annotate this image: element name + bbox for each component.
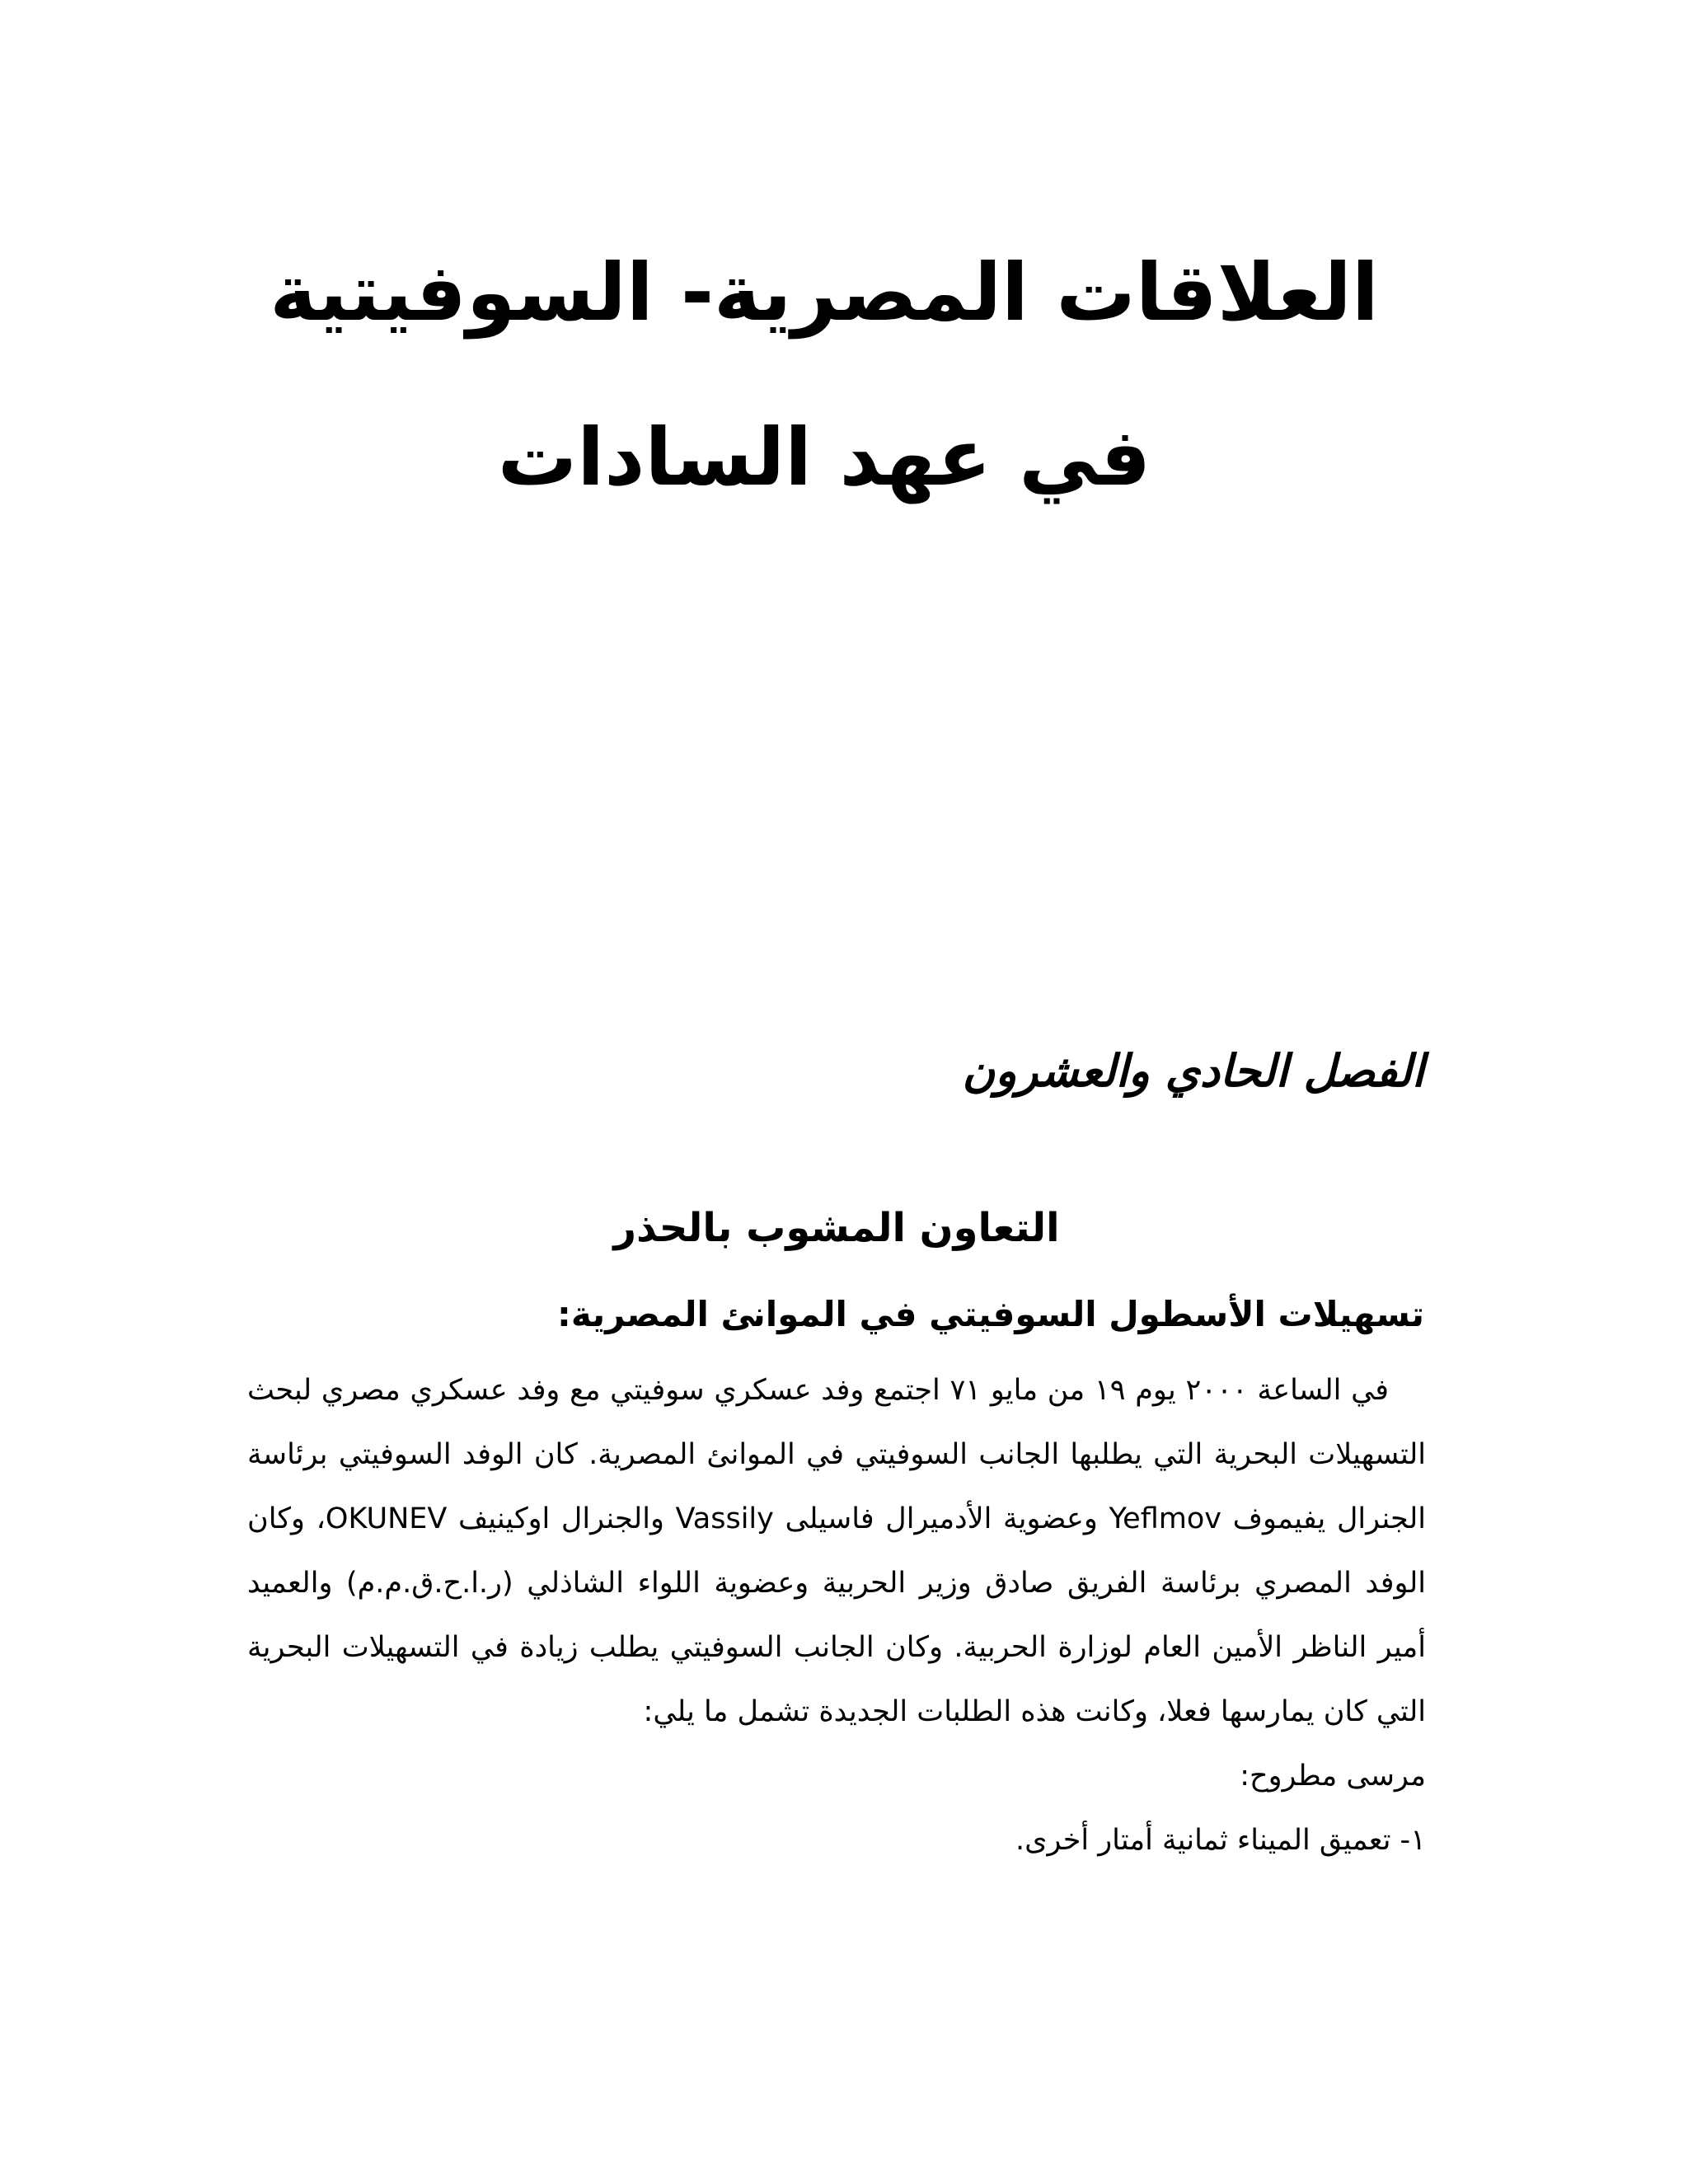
section-heading: تسهيلات الأسطول السوفيتي في الموانئ المصرية: — [557, 1294, 1424, 1334]
subheading-port: مرسى مطروح: — [1240, 1760, 1426, 1793]
chapter-heading: التعاون المشوب بالحذر — [613, 1205, 1060, 1251]
body-text — [247, 1358, 1426, 1872]
chapter-label: الفصل الحادي والعشرون — [962, 1045, 1424, 1097]
paragraph-1: في الساعة ٢٠٠٠ يوم ١٩ من مايو ٧١ اجتمع وفد عسكري سوفيتي مع وفد عسكري مصري لبحث التسهيلات البحرية التي يطلبها الجانب السوفيتي في الموانئ المصرية. كان الوفد السوفيتي برئاسة الجنرال يفيموف Yeflmov وعضوية الأدميرال فاسيلى Vassily والجنرال اوكينيف OKUNEV، وكان الوفد المصري برئاسة الفريق صادق وزير الحربية وعضوية اللواء الشاذلي (ر.ا.ح.ق.م.م) والعميد أمير الناظر الأمين العام لوزارة الحربية. وكان الجانب السوفيتي يطلب زيادة في التسهيلات البحرية التي كان يمارسها فعلا، وكانت هذه الطلبات الجديدة تشمل ما يلي: — [247, 1374, 1426, 1728]
list-item-1: ١- تعميق الميناء ثمانية أمتار أخرى. — [1015, 1824, 1426, 1857]
book-title: العلاقات المصرية- السوفيتية في عهد السادات — [270, 246, 1379, 504]
